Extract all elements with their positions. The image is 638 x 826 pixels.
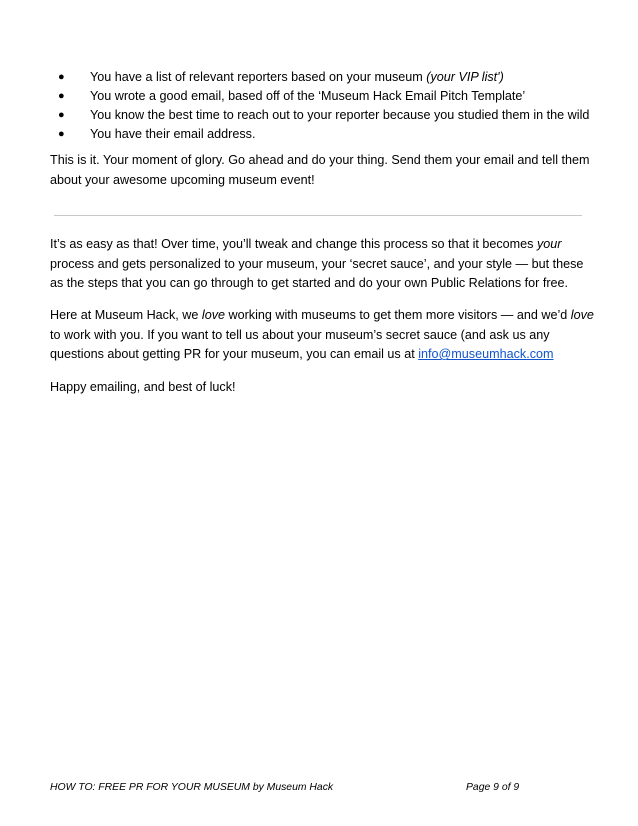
footer-page-number: Page 9 of 9 [466,782,520,793]
list-item-text: You know the best time to reach out to your reporter because you studied them in the wild [90,108,590,122]
emphasis-your: your [536,237,562,251]
paragraph-signoff: Happy emailing, and best of luck! [50,380,236,394]
footer-title: HOW TO: FREE PR FOR YOUR MUSEUM by Museum Hack [50,782,334,793]
bullet-icon: ● [58,71,65,83]
list-item-text: You have a list of relevant reporters based on your museum [90,70,427,84]
paragraph-glory: This is it. Your moment of glory. Go ahead and do your thing. Send them your email and tell them about your awesome upcoming museum event! [50,153,590,187]
email-link[interactable]: info@museumhack.com [418,347,554,362]
paragraph-text: working with museums to get them more visitors — and we’d [225,308,571,322]
paragraph-text: Here at Museum Hack, we [50,308,202,322]
paragraph-text: process and gets personalized to your museum, your ‘secret sauce’, and your style — but these as the steps that you can go through to get started and do your own Public Relations for free. [50,256,584,291]
bullet-icon: ● [58,109,65,121]
list-item-text: You have their email address. [90,127,256,141]
checklist [50,68,610,144]
list-item [50,125,610,144]
list-item [50,106,610,125]
bullet-icon: ● [58,128,65,140]
paragraph-contact [50,306,595,365]
horizontal-divider [54,215,582,216]
list-item [50,87,610,106]
emphasis-love: love [201,308,225,322]
bullet-icon: ● [58,90,65,102]
paragraph-text: It’s as easy as that! Over time, you’ll tweak and change this process so that it becomes [50,237,537,251]
list-item-text: You wrote a good email, based off of the ‘Museum Hack Email Pitch Template’ [90,89,526,103]
list-item-emphasis: (your VIP list') [426,70,504,84]
list-item [50,68,610,87]
paragraph-easy [50,235,595,294]
paragraph-text: to work with you. If you want to tell us about your museum’s secret sauce (and ask us any questions about getting PR for your museum, you can email us at [50,327,550,362]
emphasis-love: love [570,308,594,322]
